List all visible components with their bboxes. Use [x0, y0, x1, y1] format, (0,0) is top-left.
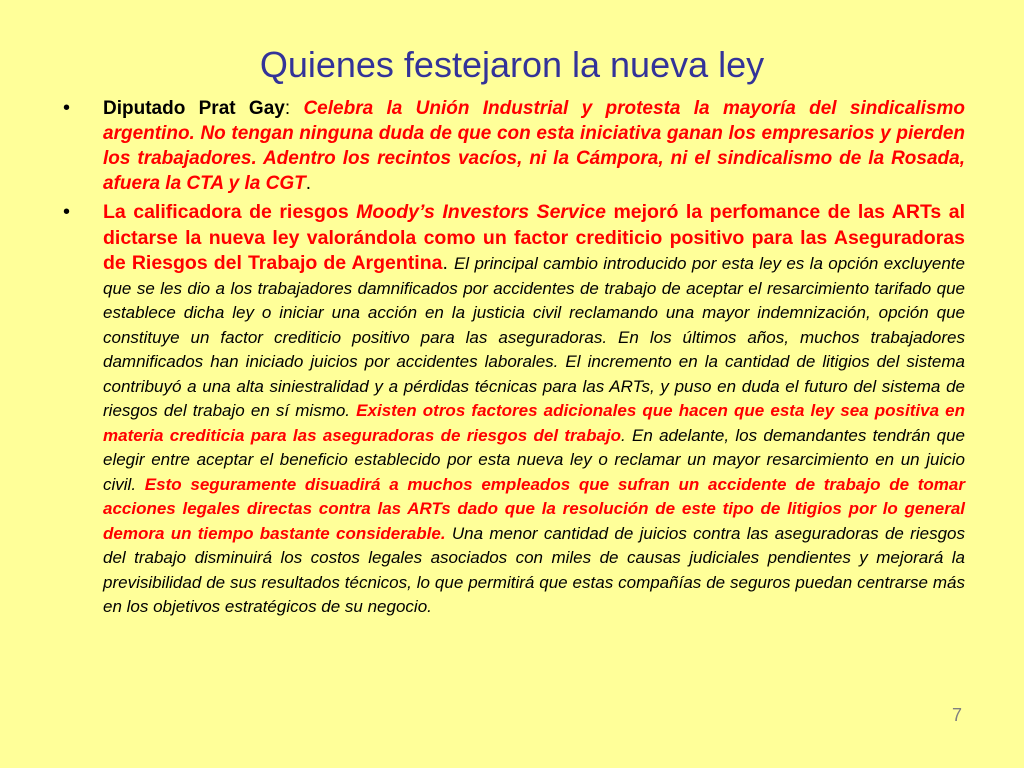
company-name: Moody’s Investors Service	[356, 201, 606, 223]
emphasis-text-1: Existen otros factores adicionales que hacen que esta ley sea positiva en materia crediticia para las aseguradoras de riesgos del trabajo	[103, 401, 966, 445]
body-text-2: . En adelante, los demandantes tendrán que elegir entre aceptar el beneficio establecido por esta nueva ley o reclamar un mayor resarcimiento en un juicio civil.	[103, 425, 965, 494]
bullet-item-prat-gay	[63, 96, 965, 196]
page-number: 7	[951, 705, 962, 725]
bullet-dot-icon: •	[63, 201, 71, 223]
speaker-name: Diputado Prat Gay	[103, 98, 285, 119]
speaker-colon: :	[284, 98, 291, 119]
bullet-dot-icon: •	[63, 97, 71, 119]
lead-end: .	[442, 252, 454, 274]
bullet-item-moodys	[63, 200, 965, 620]
quote-end: .	[305, 173, 312, 194]
lead-text-b: mejoró la perfomance de las ARTs al dictarse la nueva ley valorándola como un factor crediticio positivo para las Aseguradoras de Riesgos del Trabajo de Argentina	[103, 201, 965, 274]
lead-text-a: La calificadora de riesgos	[103, 201, 357, 223]
body-text-1: El principal cambio introducido por esta ley es la opción excluyente que se les dio a los trabajadores damnificados por accidentes de trabajo de aceptar el resarcimiento tarifado que establece dicha ley o iniciar una acción en la justicia civil reclamando una mayor indemnización, opción que constituye un factor crediticio positivo para las aseguradoras. En los últimos años, muchos trabajadores damnificados han iniciado juicios por accidentes laborales. El incremento en la cantidad de litigios del sistema contribuyó a una alta siniestralidad y a pérdidas técnicas para las ARTs, y puso en duda el futuro del sistema de riesgos del trabajo en sí mismo.	[103, 254, 965, 420]
bullet-list	[63, 96, 965, 620]
emphasis-text-2: Esto seguramente disuadirá a muchos empleados que sufran un accidente de trabajo de tomar acciones legales directas contra las ARTs dado que la resolución de este tipo de litigios por lo general demora un tiempo bastante considerable.	[103, 474, 965, 543]
body-text-3: Una menor cantidad de juicios contra las aseguradoras de riesgos del trabajo disminuirá los costos legales asociados con miles de causas judiciales pendientes y mejorará la previsibilidad de sus resultados técnicos, lo que permitirá que estas compañías de seguros puedan centrarse más en los objetivos estratégicos de su negocio.	[103, 523, 965, 616]
quote-text: Celebra la Unión Industrial y protesta la mayoría del sindicalismo argentino. No tengan ninguna duda de que con esta iniciativa ganan los empresarios y pierden los trabajadores. Adentro los recintos vacíos, ni la Cámpora, ni el sindicalismo de la Rosada, afuera la CTA y la CGT	[103, 98, 966, 194]
slide-title: Quienes festejaron la nueva ley	[259, 44, 765, 85]
